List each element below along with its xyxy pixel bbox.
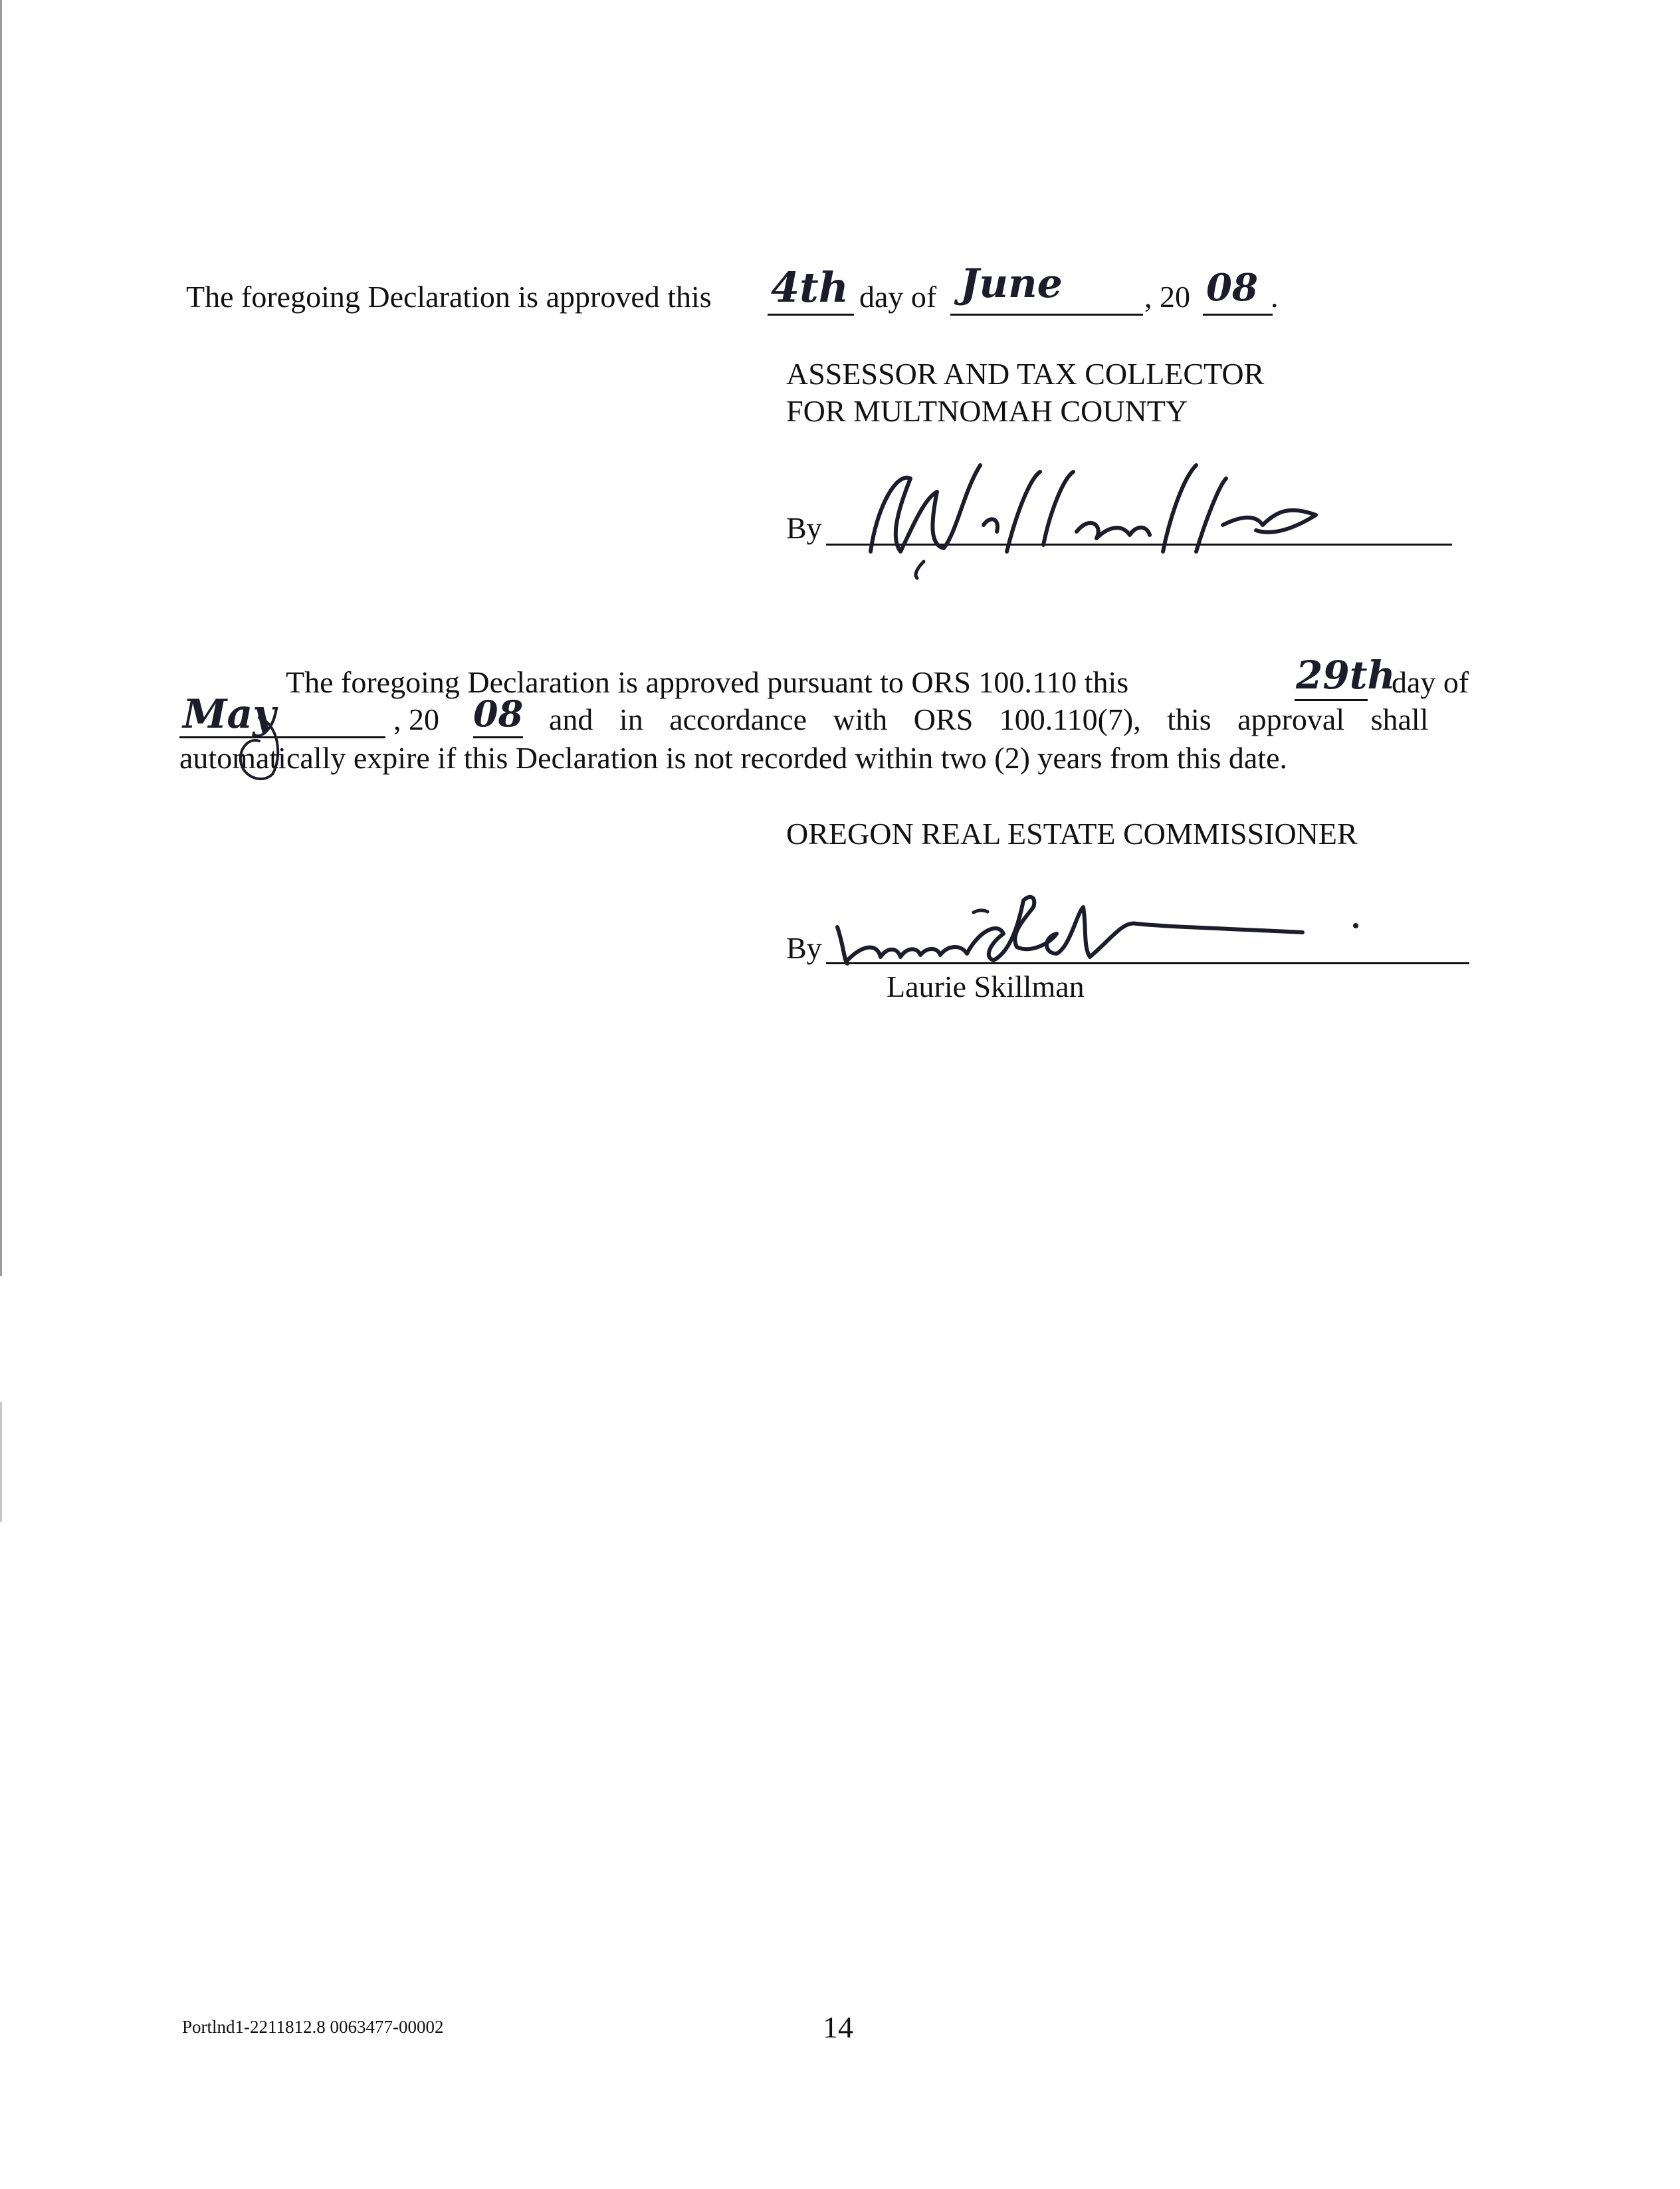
approval2-year-handwritten: 08 <box>473 692 524 735</box>
approval1-mid: day of <box>859 280 937 314</box>
commissioner-name: Laurie Skillman <box>887 970 1085 1003</box>
assessor-by-label: By <box>786 511 822 545</box>
assessor-signature <box>851 452 1329 578</box>
approval2-year-line <box>473 736 523 738</box>
assessor-line1: ASSESSOR AND TAX COLLECTOR <box>786 357 1265 391</box>
scan-edge-shadow-lower <box>0 1402 2 1522</box>
assessor-line2: FOR MULTNOMAH COUNTY <box>786 394 1188 428</box>
footer-doc-id: Portlnd1-2211812.8 0063477-00002 <box>182 2017 444 2037</box>
approval2-year-prefix: , 20 <box>393 702 439 736</box>
commissioner-signature <box>824 881 1369 974</box>
commissioner-by-label: By <box>786 931 822 965</box>
approval1-year-prefix: , 20 <box>1144 280 1190 314</box>
approval2-day-handwritten: 29th <box>1296 653 1396 698</box>
approval1-year-line <box>1203 314 1273 316</box>
approval2-line1-suffix: day of <box>1392 665 1469 699</box>
approval1-month-handwritten: June <box>960 261 1063 307</box>
approval2-line2-rest: and in accordance with ORS 100.110(7), this approval shall <box>549 702 1429 736</box>
approval1-day-handwritten: 4th <box>771 263 849 312</box>
footer-page-number: 14 <box>823 2010 853 2044</box>
approval2-line1-prefix: The foregoing Declaration is approved pursuant to ORS 100.110 this <box>286 665 1129 699</box>
approval1-month-line <box>950 314 1143 316</box>
scan-edge-shadow <box>0 0 2 1276</box>
handwritten-loop-mark <box>233 711 286 784</box>
commissioner-title: OREGON REAL ESTATE COMMISSIONER <box>786 817 1358 851</box>
approval1-day-line <box>768 314 854 316</box>
approval1-prefix: The foregoing Declaration is approved this <box>186 280 712 314</box>
approval2-month-handwritten: May <box>183 691 276 738</box>
approval1-end: . <box>1271 280 1279 314</box>
approval2-line3: automatically expire if this Declaration is not recorded within two (2) years from this date. <box>179 741 1287 775</box>
approval1-year-handwritten: 08 <box>1206 266 1258 310</box>
